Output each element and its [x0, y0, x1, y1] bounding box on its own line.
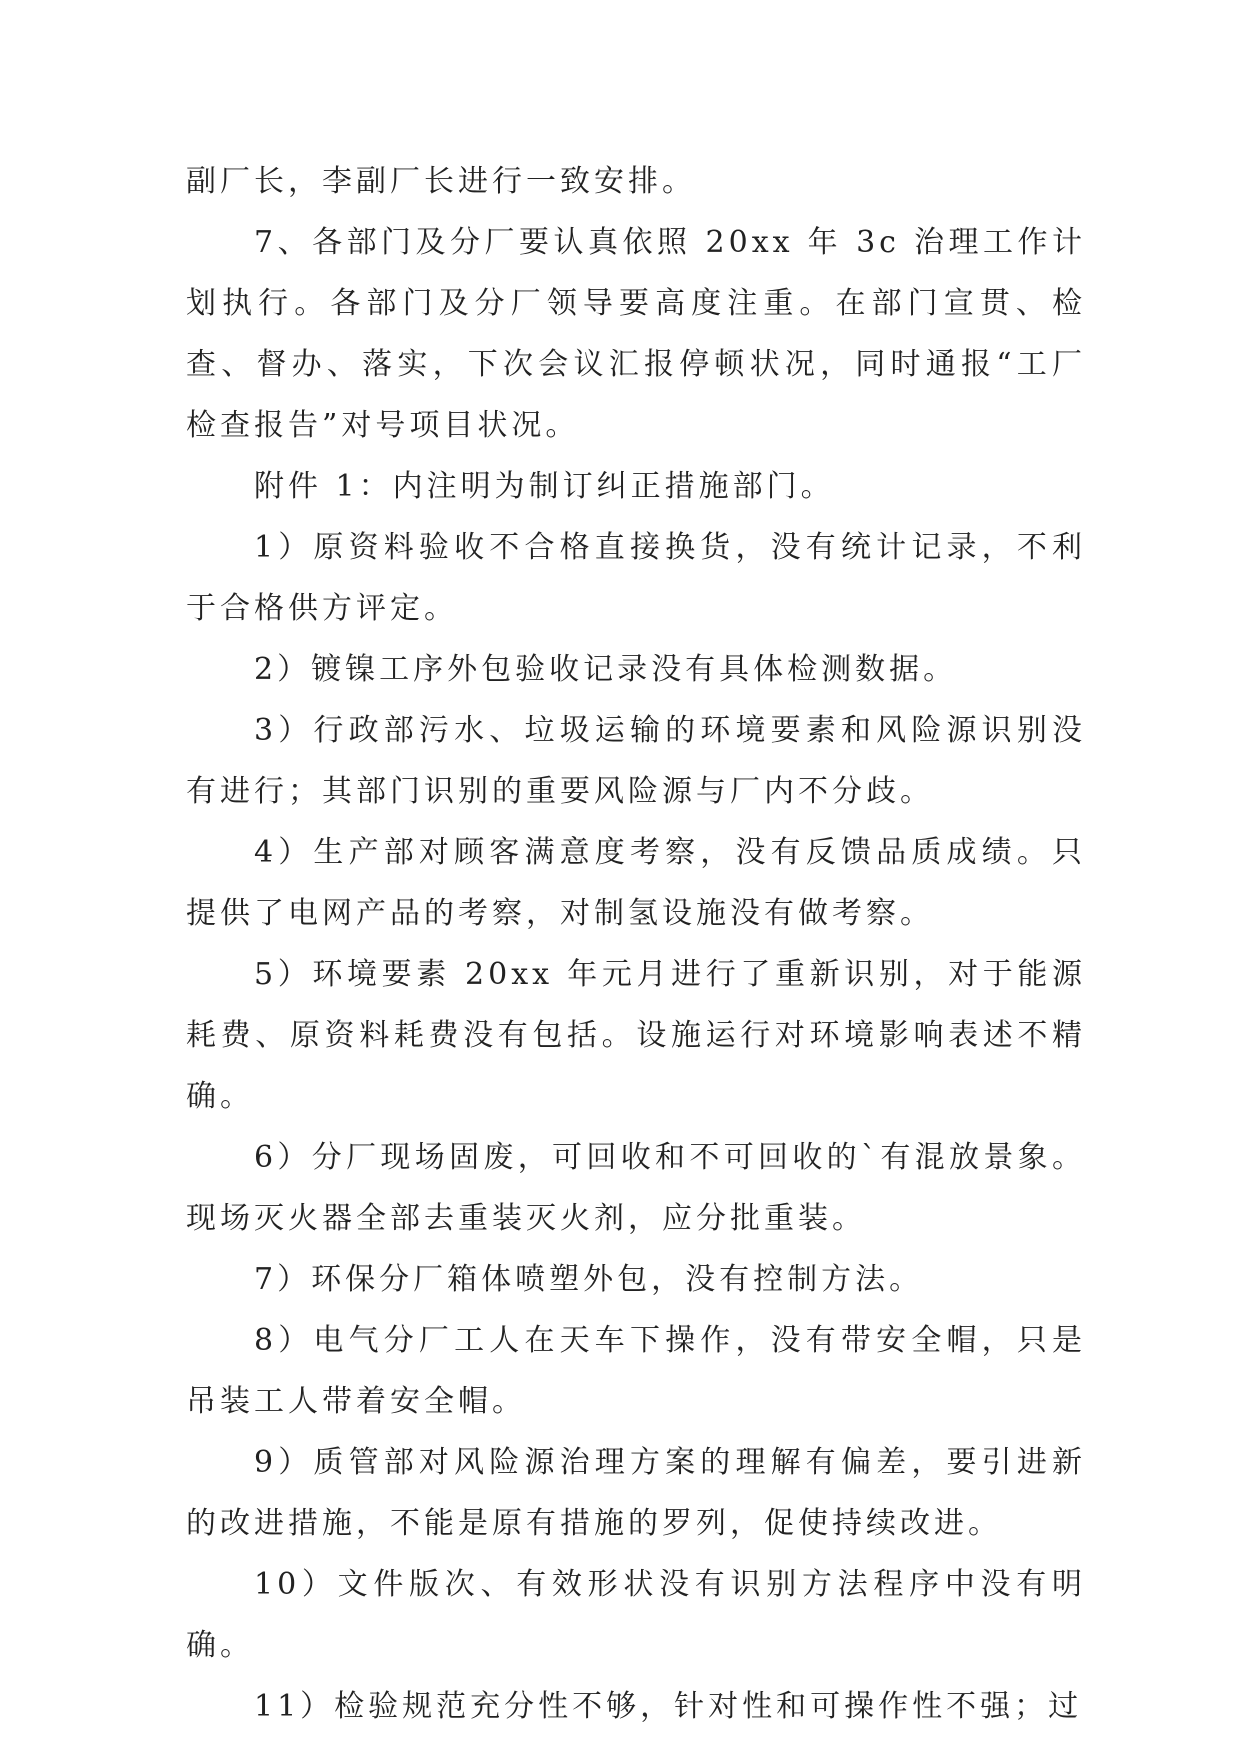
paragraph-item-7: 7、各部门及分厂要认真依照 20xx 年 3c 治理工作计划执行。各部门及分厂领导要高度注重。在部门宣贯、检查、督办、落实，下次会议汇报停顿状况，同时通报“工厂检查报告”对号项目状况。	[186, 225, 1086, 443]
paragraph-finding-1: 1）原资料验收不合格直接换货，没有统计记录，不利于合格供方评定。	[186, 530, 1086, 626]
document-body	[186, 151, 1086, 1737]
paragraph-finding-9: 9）质管部对风险源治理方案的理解有偏差，要引进新的改进措施，不能是原有措施的罗列，促使持续改进。	[186, 1445, 1086, 1541]
paragraph-finding-11: 11）检验规范充分性不够，针对性和可操作性不强；过	[254, 1689, 1083, 1724]
paragraph-finding-8: 8）电气分厂工人在天车下操作，没有带安全帽，只是吊装工人带着安全帽。	[186, 1323, 1086, 1419]
paragraph-finding-3: 3）行政部污水、垃圾运输的环境要素和风险源识别没有进行；其部门识别的重要风险源与厂内不分歧。	[186, 713, 1086, 809]
paragraph-attachment-1: 附件 1：内注明为制订纠正措施部门。	[254, 469, 835, 504]
paragraph-finding-10: 10）文件版次、有效形状没有识别方法程序中没有明确。	[186, 1567, 1086, 1663]
paragraph-finding-4: 4）生产部对顾客满意度考察，没有反馈品质成绩。只提供了电网产品的考察，对制氢设施没有做考察。	[186, 835, 1086, 931]
paragraph-finding-6: 6）分厂现场固废，可回收和不可回收的`有混放景象。现场灭火器全部去重装灭火剂，应分批重装。	[186, 1140, 1086, 1236]
paragraph-finding-7: 7）环保分厂箱体喷塑外包，没有控制方法。	[254, 1262, 924, 1297]
paragraph-continuation: 副厂长，李副厂长进行一致安排。	[186, 164, 696, 199]
paragraph-finding-5: 5）环境要素 20xx 年元月进行了重新识别，对于能源耗费、原资料耗费没有包括。设施运行对环境影响表述不精确。	[186, 957, 1086, 1114]
paragraph-finding-2: 2）镀镍工序外包验收记录没有具体检测数据。	[254, 652, 958, 687]
